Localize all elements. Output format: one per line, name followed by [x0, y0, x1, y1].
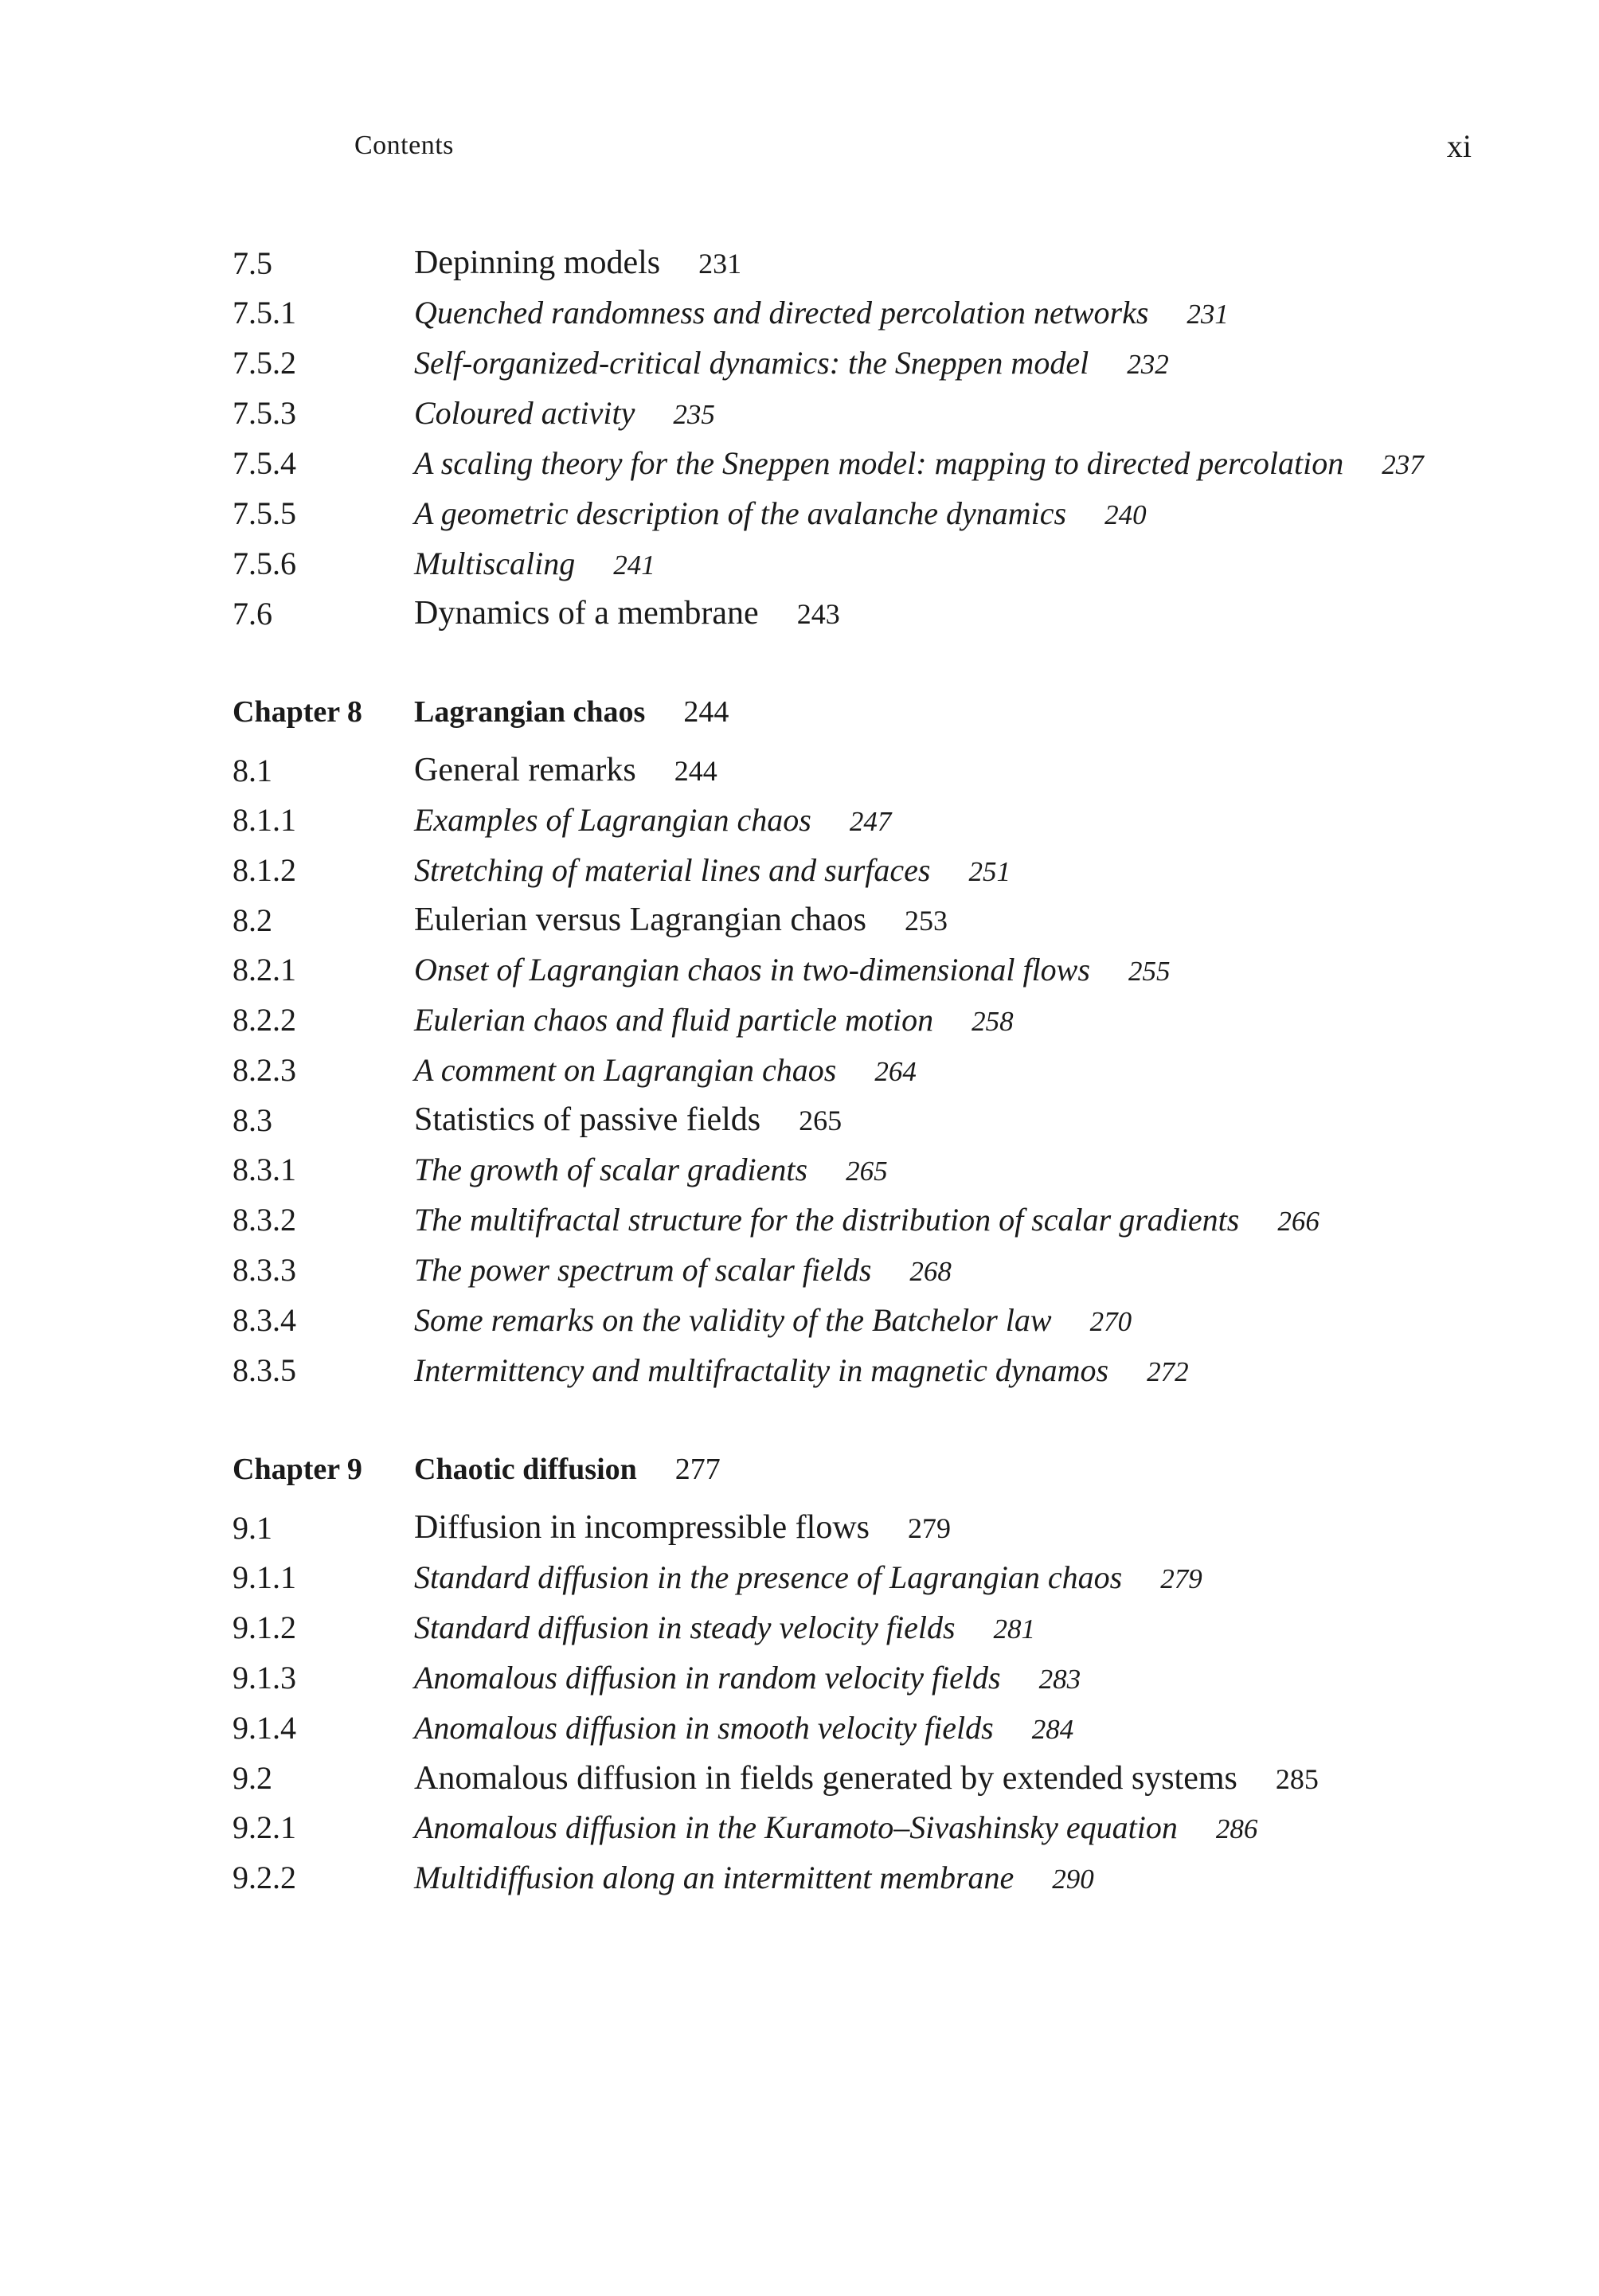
section-number: 9.1.2	[233, 1610, 296, 1645]
section-title: Diffusion in incompressible flows	[414, 1509, 870, 1546]
section-entry	[414, 1703, 1475, 1754]
toc-entry	[233, 1803, 1475, 1853]
toc-entry	[233, 1703, 1475, 1754]
section-page-number: 244	[674, 755, 717, 787]
section-number: 7.5.5	[233, 495, 296, 531]
section-page-number: 258	[972, 1006, 1014, 1037]
table-of-contents	[233, 239, 1475, 1903]
section-page-number: 290	[1052, 1864, 1094, 1895]
section-title: Anomalous diffusion in smooth velocity fields	[414, 1710, 994, 1746]
section-entry	[414, 1853, 1475, 1903]
section-page-number: 266	[1277, 1206, 1319, 1237]
section-title: Intermittency and multifractality in magnetic dynamos	[414, 1352, 1109, 1388]
section-title: Chaotic diffusion	[414, 1453, 637, 1486]
section-title: Coloured activity	[414, 395, 635, 431]
toc-entry	[233, 1553, 1475, 1603]
toc-entry	[233, 589, 1475, 639]
section-title: Lagrangian chaos	[414, 695, 646, 729]
chapter-heading	[233, 688, 1475, 737]
section-entry	[414, 1603, 1475, 1653]
section-entry	[414, 439, 1475, 489]
section-entry	[414, 1296, 1475, 1346]
toc-entry	[233, 288, 1475, 338]
section-number: 7.5.1	[233, 295, 296, 331]
running-head	[354, 127, 1472, 167]
toc-entry	[233, 1754, 1475, 1803]
section-page-number: 283	[1038, 1664, 1081, 1695]
section-title: A comment on Lagrangian chaos	[414, 1052, 837, 1088]
section-title: Eulerian chaos and fluid particle motion	[414, 1002, 934, 1038]
section-page-number: 284	[1031, 1714, 1074, 1745]
section-page-number: 231	[1187, 299, 1229, 330]
section-number: 8.2.3	[233, 1052, 296, 1088]
section-page-number: 232	[1127, 349, 1169, 380]
toc-entry	[233, 1346, 1475, 1396]
toc-entry	[233, 995, 1475, 1046]
section-page-number: 268	[909, 1256, 952, 1287]
section-page-number: 279	[908, 1512, 952, 1544]
section-entry	[414, 1754, 1475, 1803]
section-entry	[414, 288, 1475, 338]
section-number: 8.2	[233, 902, 272, 938]
toc-entry	[233, 1096, 1475, 1145]
section-number: 8.3.5	[233, 1352, 296, 1388]
section-entry	[414, 1246, 1475, 1296]
section-number: 8.3.4	[233, 1302, 296, 1338]
toc-entry	[233, 1246, 1475, 1296]
section-entry	[414, 1445, 1475, 1494]
section-number: 8.1.2	[233, 852, 296, 888]
section-page-number: 247	[849, 806, 892, 837]
section-entry	[414, 746, 1475, 796]
section-title: Depinning models	[414, 244, 661, 281]
section-page-number: 264	[874, 1056, 917, 1087]
section-title: Anomalous diffusion in fields generated by extended systems	[414, 1760, 1237, 1797]
section-title: Dynamics of a membrane	[414, 595, 759, 632]
toc-entry	[233, 796, 1475, 846]
section-number: 8.3.1	[233, 1152, 296, 1187]
section-entry	[414, 796, 1475, 846]
section-entry	[414, 896, 1475, 945]
section-page-number: 251	[968, 856, 1011, 887]
section-page-number: 277	[674, 1453, 721, 1486]
section-page-number: 243	[796, 598, 840, 630]
section-number: 7.5.6	[233, 546, 296, 581]
section-title: Examples of Lagrangian chaos	[414, 802, 811, 838]
section-number: 9.2	[233, 1760, 272, 1796]
toc-entry	[233, 239, 1475, 288]
toc-entry	[233, 1195, 1475, 1246]
section-entry	[414, 338, 1475, 389]
section-page-number: 286	[1215, 1813, 1258, 1844]
section-entry	[414, 1504, 1475, 1553]
section-entry	[414, 1653, 1475, 1703]
section-title: A scaling theory for the Sneppen model: mapping to directed percolation	[414, 445, 1344, 481]
section-title: Standard diffusion in steady velocity fields	[414, 1610, 956, 1645]
section-number: 8.2.1	[233, 952, 296, 988]
section-title: Eulerian versus Lagrangian chaos	[414, 902, 866, 938]
running-head-title: Contents	[354, 131, 454, 160]
toc-entry	[233, 1653, 1475, 1703]
toc-entry	[233, 1296, 1475, 1346]
toc-entry	[233, 389, 1475, 439]
section-number: 9.1.1	[233, 1559, 296, 1595]
toc-entry	[233, 489, 1475, 539]
chapter-heading	[233, 1445, 1475, 1494]
section-title: Standard diffusion in the presence of Lagrangian chaos	[414, 1559, 1123, 1595]
section-number: 8.2.2	[233, 1002, 296, 1038]
section-title: Stretching of material lines and surfaces	[414, 852, 931, 888]
section-entry	[414, 539, 1475, 589]
section-title: Self-organized-critical dynamics: the Sneppen model	[414, 345, 1089, 381]
section-number: 7.5	[233, 245, 272, 281]
section-number: 9.1.4	[233, 1710, 296, 1746]
section-page-number: 255	[1128, 956, 1171, 987]
section-number: 9.2.2	[233, 1860, 296, 1895]
section-entry	[414, 389, 1475, 439]
section-entry	[414, 1145, 1475, 1195]
section-entry	[414, 589, 1475, 639]
section-title: The power spectrum of scalar fields	[414, 1252, 872, 1288]
section-number: Chapter 9	[233, 1453, 362, 1486]
section-number: 7.5.4	[233, 445, 296, 481]
section-title: A geometric description of the avalanche dynamics	[414, 495, 1067, 531]
section-number: 7.6	[233, 596, 272, 632]
section-number: Chapter 8	[233, 695, 362, 729]
section-page-number: 231	[698, 248, 742, 280]
section-page-number: 235	[673, 399, 715, 430]
section-entry	[414, 1803, 1475, 1853]
toc-entry	[233, 945, 1475, 995]
section-title: Quenched randomness and directed percolation networks	[414, 295, 1149, 331]
section-page-number: 244	[683, 695, 729, 729]
toc-entry	[233, 846, 1475, 896]
section-number: 9.2.1	[233, 1809, 296, 1845]
section-entry	[414, 846, 1475, 896]
section-page-number: 241	[613, 550, 655, 581]
section-title: Anomalous diffusion in random velocity fields	[414, 1660, 1001, 1696]
section-page-number: 270	[1089, 1306, 1132, 1337]
section-title: Some remarks on the validity of the Batchelor law	[414, 1302, 1052, 1338]
section-title: The multifractal structure for the distribution of scalar gradients	[414, 1202, 1240, 1238]
section-page-number: 279	[1160, 1563, 1202, 1594]
section-page-number: 237	[1382, 449, 1424, 480]
toc-entry	[233, 338, 1475, 389]
section-entry	[414, 1195, 1475, 1246]
section-entry	[414, 239, 1475, 288]
toc-entry	[233, 1853, 1475, 1903]
section-title: Anomalous diffusion in the Kuramoto–Sivashinsky equation	[414, 1809, 1178, 1845]
section-number: 8.3.2	[233, 1202, 296, 1238]
toc-entry	[233, 439, 1475, 489]
section-entry	[414, 1046, 1475, 1096]
section-entry	[414, 995, 1475, 1046]
section-title: Multiscaling	[414, 546, 576, 581]
section-title: Statistics of passive fields	[414, 1101, 761, 1138]
toc-entry	[233, 1046, 1475, 1096]
section-page-number: 281	[993, 1613, 1036, 1645]
section-number: 9.1	[233, 1510, 272, 1546]
section-page-number: 253	[904, 905, 948, 937]
toc-entry	[233, 746, 1475, 796]
section-number: 8.3.3	[233, 1252, 296, 1288]
page-number: xi	[1446, 128, 1472, 164]
toc-entry	[233, 1603, 1475, 1653]
section-number: 7.5.3	[233, 395, 296, 431]
section-page-number: 265	[799, 1105, 843, 1136]
section-entry	[414, 1346, 1475, 1396]
section-number: 9.1.3	[233, 1660, 296, 1696]
section-number: 7.5.2	[233, 345, 296, 381]
section-page-number: 285	[1275, 1763, 1319, 1795]
section-title: Multidiffusion along an intermittent membrane	[414, 1860, 1015, 1895]
section-entry	[414, 489, 1475, 539]
toc-entry	[233, 539, 1475, 589]
section-number: 8.1	[233, 753, 272, 788]
section-title: Onset of Lagrangian chaos in two-dimensional flows	[414, 952, 1090, 988]
section-page-number: 240	[1104, 499, 1147, 530]
toc-entry	[233, 1504, 1475, 1553]
section-page-number: 265	[846, 1156, 888, 1187]
toc-entry	[233, 896, 1475, 945]
section-title: General remarks	[414, 752, 636, 788]
section-number: 8.1.1	[233, 802, 296, 838]
section-title: The growth of scalar gradients	[414, 1152, 808, 1187]
section-page-number: 272	[1147, 1356, 1189, 1387]
section-entry	[414, 945, 1475, 995]
section-entry	[414, 1553, 1475, 1603]
toc-entry	[233, 1145, 1475, 1195]
section-entry	[414, 1096, 1475, 1145]
section-entry	[414, 688, 1475, 737]
section-number: 8.3	[233, 1102, 272, 1138]
